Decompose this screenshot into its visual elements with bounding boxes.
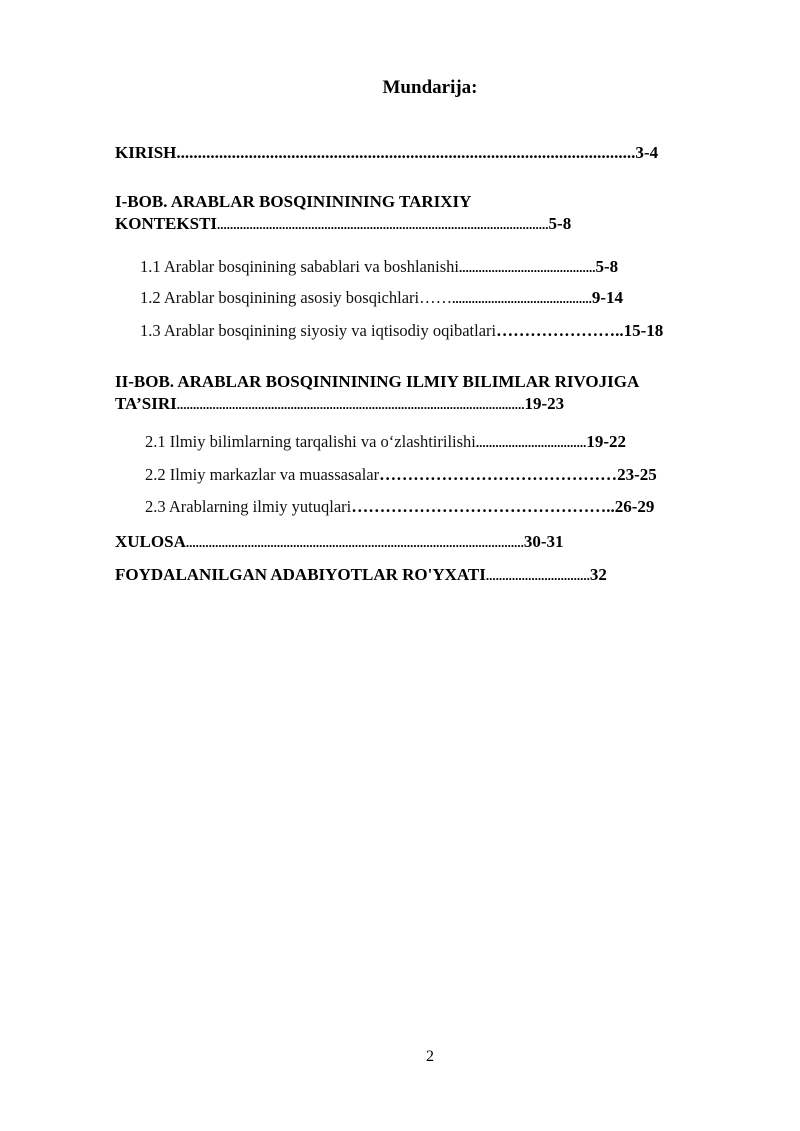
section-label: 1.1 Arablar bosqinining sabablari va boshlanishi	[140, 257, 459, 276]
toc-pages: 23-25	[617, 465, 657, 484]
toc-dots: …………………..	[496, 321, 624, 340]
toc-dots: ...........................................	[452, 291, 592, 306]
section-label: 1.2 Arablar bosqinining asosiy bosqichlari	[140, 288, 420, 307]
toc-chapter2-line1[interactable]	[115, 372, 639, 392]
section-label: 2.2 Ilmiy markazlar va muassasalar	[145, 465, 380, 484]
toc-pages: 9-14	[591, 288, 624, 307]
toc-pages: 26-29	[614, 497, 655, 516]
toc-dots: ............................................................................................................	[176, 143, 636, 162]
toc-pages: 30-31	[523, 532, 564, 551]
section-label: 2.1 Ilmiy bilimlarning tarqalishi va o‘zlashtirilishi	[145, 432, 476, 451]
chapter-prefix: I-BOB.	[115, 192, 168, 211]
toc-dots: ………………………………………..	[351, 497, 615, 516]
chapter-title-cont: TA’SIRI	[115, 394, 177, 413]
toc-pages: 3-4	[635, 143, 659, 162]
section-label: 2.3 Arablarning ilmiy yutuqlari	[145, 497, 352, 516]
toc-chapter2-line2[interactable]	[115, 394, 564, 415]
chapter-prefix: II-BOB.	[115, 372, 175, 391]
toc-section-2-2[interactable]	[145, 465, 657, 485]
section-label: 1.3 Arablar bosqinining siyosiy va iqtisodiy oqibatlari	[140, 321, 497, 340]
toc-entry-xulosa[interactable]	[115, 532, 564, 553]
toc-chapter1-line1[interactable]	[115, 192, 471, 212]
toc-pages: 19-23	[524, 394, 565, 413]
toc-pages: 32	[589, 565, 607, 584]
toc-dots: ..................................	[475, 435, 587, 450]
toc-section-2-1[interactable]	[145, 432, 626, 453]
toc-section-1-3[interactable]	[140, 321, 663, 341]
toc-label: XULOSA	[115, 532, 186, 551]
toc-dots: ........................................................................................................	[185, 535, 524, 550]
toc-label: KIRISH	[115, 143, 177, 162]
page-title: Mundarija:	[382, 77, 478, 98]
toc-dots: ...........................................................................................................	[176, 397, 525, 412]
toc-section-1-1[interactable]	[140, 257, 618, 278]
toc-pages: 19-22	[586, 432, 627, 451]
toc-pages: 5-8	[595, 257, 619, 276]
toc-entry-references[interactable]	[115, 565, 607, 586]
toc-dots: ................................	[485, 568, 590, 583]
toc-chapter1-line2[interactable]	[115, 214, 571, 235]
toc-dots: ……………………………………	[379, 465, 618, 484]
toc-dots: ..........................................	[458, 260, 596, 275]
toc-dots: ......................................................................................................	[217, 217, 549, 232]
chapter-title: ARABLAR BOSQINININING ILMIY BILIMLAR RIVOJIGA	[174, 372, 640, 391]
toc-section-1-2[interactable]	[140, 288, 623, 309]
chapter-title: ARABLAR BOSQINININING TARIXIY	[167, 192, 472, 211]
page-number: 2	[426, 1048, 434, 1065]
toc-label: FOYDALANILGAN ADABIYOTLAR RO'YXATI	[115, 565, 486, 584]
toc-lead-dots: ……	[419, 288, 453, 307]
toc-pages: 15-18	[623, 321, 664, 340]
toc-entry-kirish[interactable]	[115, 143, 658, 163]
toc-pages: 5-8	[548, 214, 572, 233]
toc-section-2-3[interactable]	[145, 497, 654, 517]
chapter-title-cont: KONTEKSTI	[115, 214, 218, 233]
